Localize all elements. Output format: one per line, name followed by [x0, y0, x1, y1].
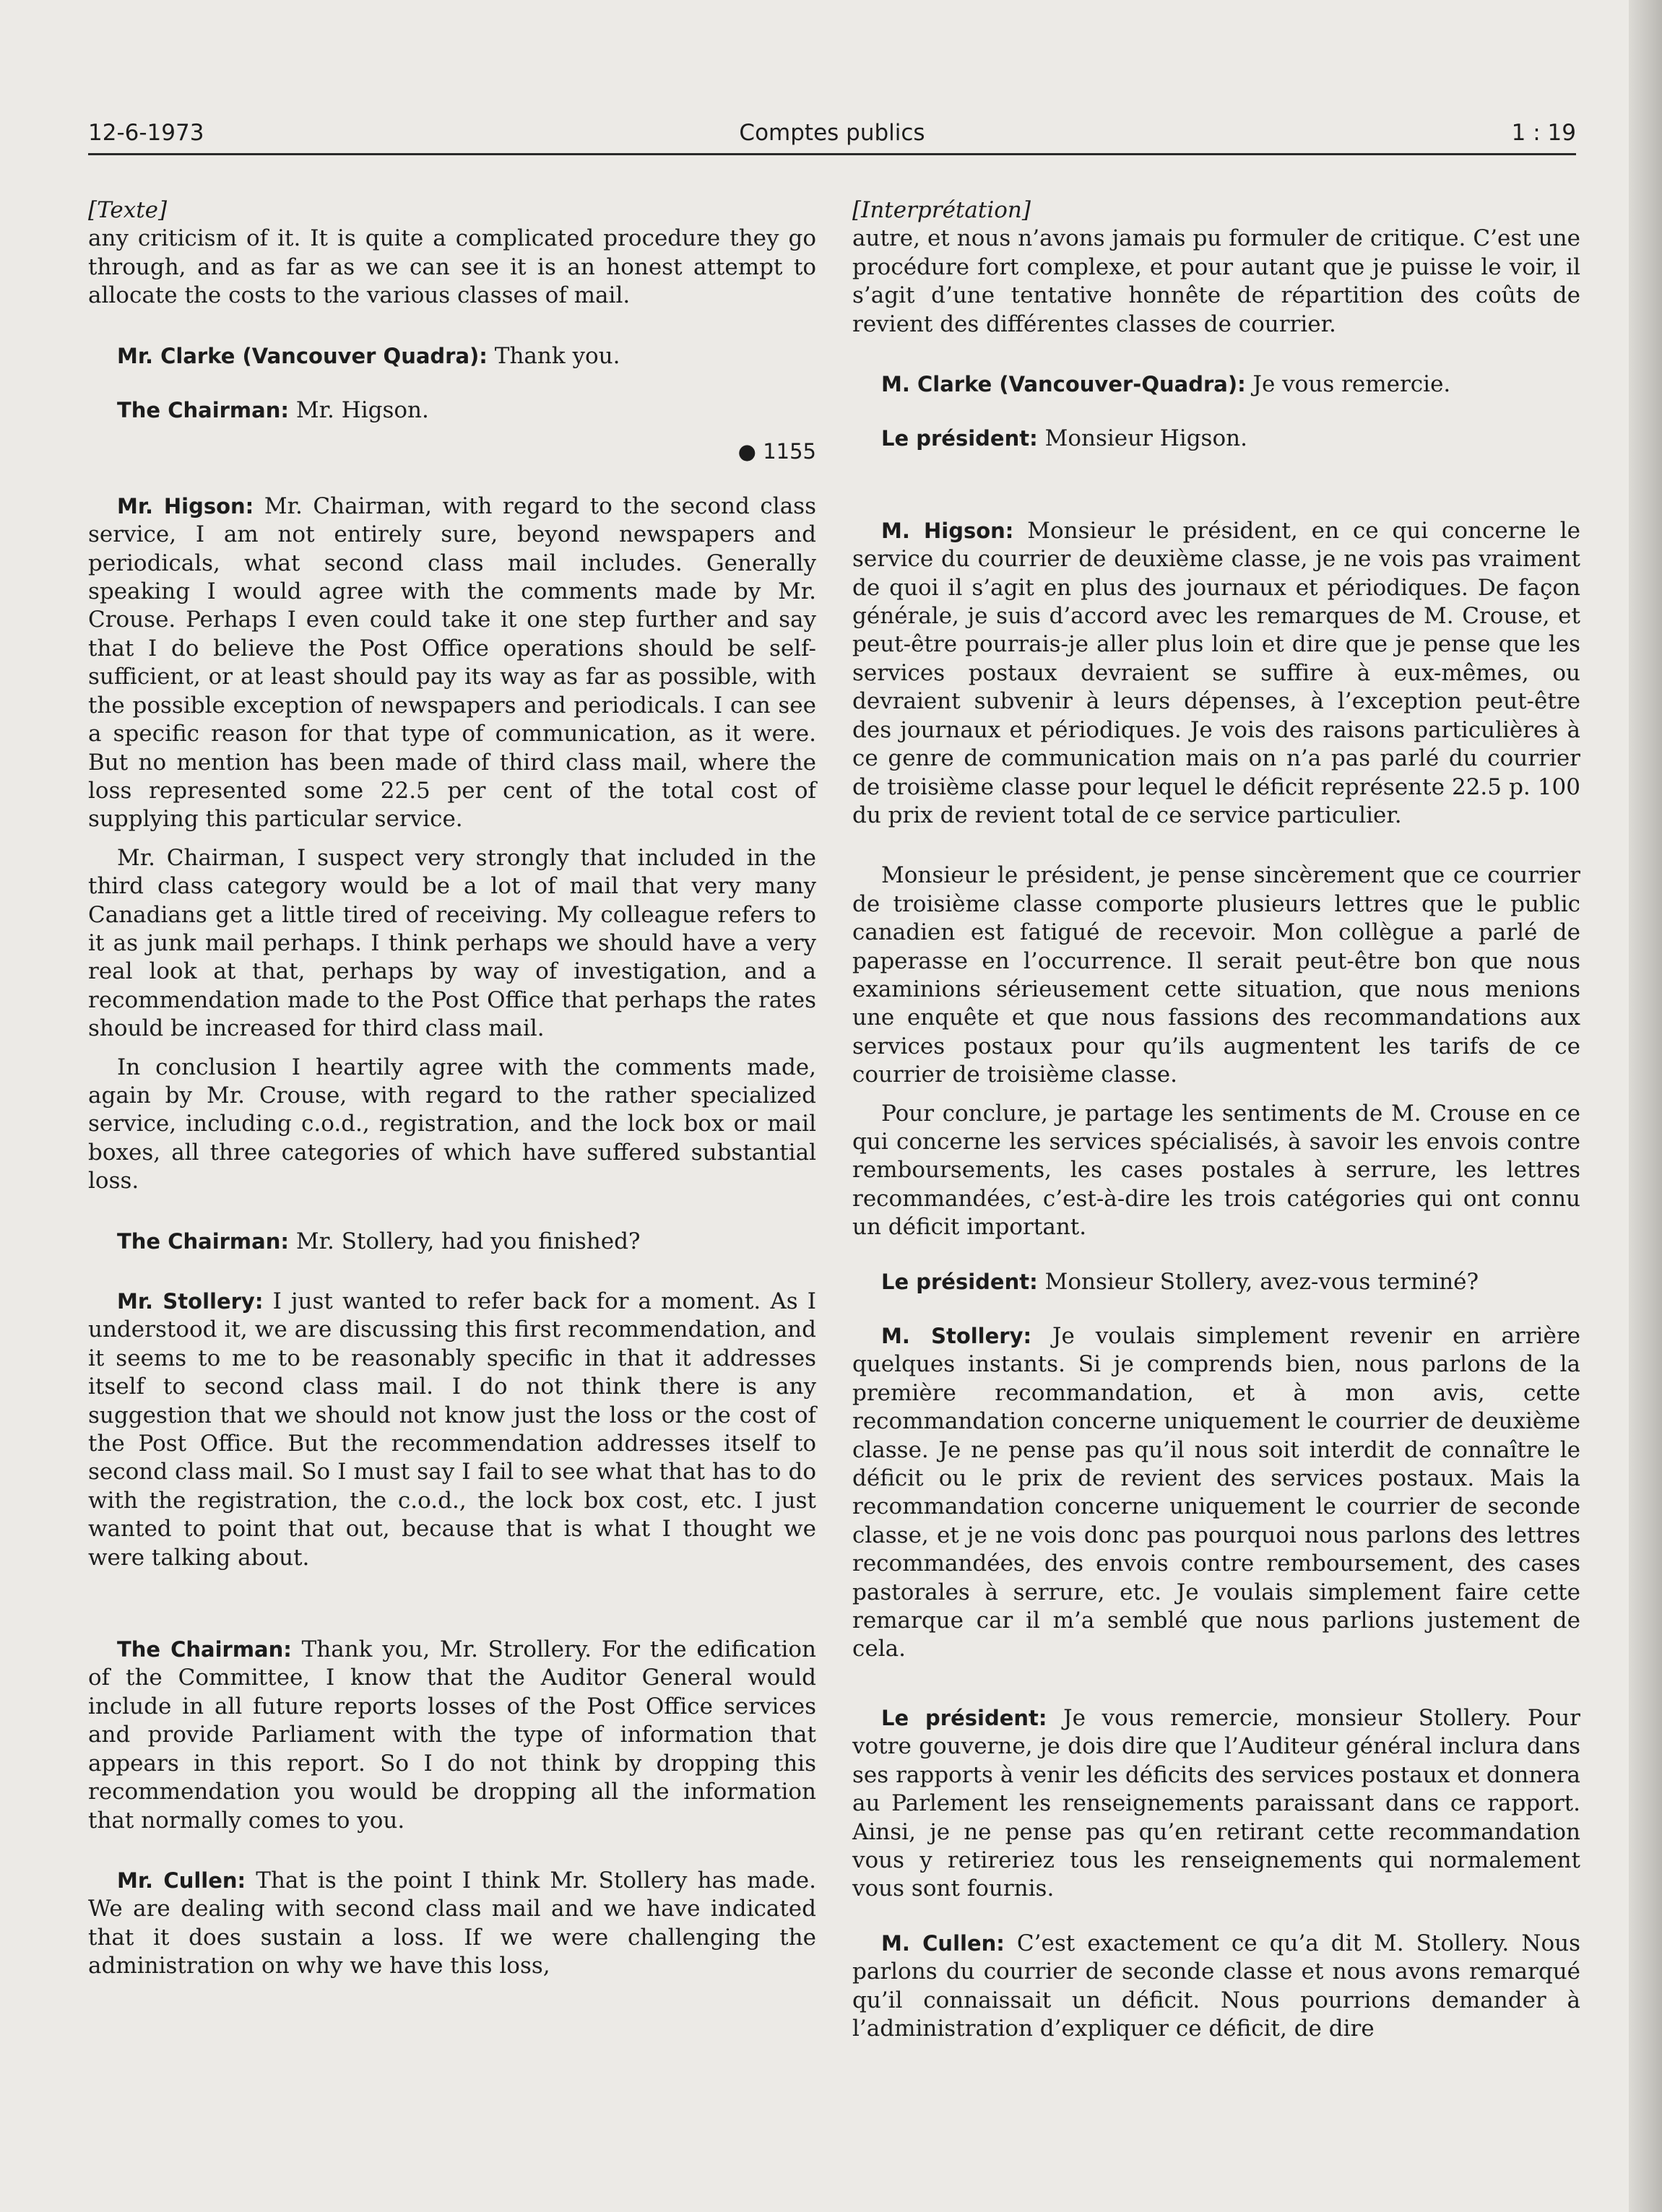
- speaker-name: M. Cullen:: [881, 1930, 1005, 1956]
- speech-text: Monsieur Higson.: [1044, 425, 1247, 452]
- speech-text: I just wanted to refer back for a moment. As I understood it, we are discussing this first recommendation, and it seems to me to be reasonably specific in that it addresses itself to second class mail. I do not think there is any suggestion that we should not know just the loss or the cost of the Post Office. But the recommendation addresses itself to second class mail. So I must say I fail to see what that has to do with the registration, the c.o.d., the lock box cost, etc. I just wanted to point that out, because that is what I thought we were talking about.: [88, 1288, 817, 1571]
- page-edge: [1629, 0, 1662, 2212]
- speech: [852, 425, 1580, 453]
- speaker-name: Mr. Stollery:: [117, 1289, 264, 1314]
- paragraph: any criticism of it. It is quite a complicated procedure they go through, and as far as we can see it is an honest attempt to allocate the costs to the various classes of mail.: [88, 225, 816, 309]
- speaker-name: M. Clarke (Vancouver-Quadra):: [881, 372, 1246, 397]
- speech: [88, 493, 816, 834]
- speech-text: Monsieur Stollery, avez-vous terminé?: [1044, 1268, 1479, 1295]
- speaker-name: The Chairman:: [117, 1228, 289, 1254]
- speaker-name: M. Higson:: [881, 518, 1014, 543]
- speaker-name: The Chairman:: [117, 1637, 292, 1662]
- speaker-name: Mr. Higson:: [117, 493, 254, 519]
- speaker-name: Le président:: [881, 426, 1038, 451]
- speaker-name: Mr. Clarke (Vancouver Quadra):: [117, 343, 488, 368]
- speaker-name: Le président:: [881, 1269, 1038, 1294]
- speech-text: C’est exactement ce qu’a dit M. Stollery. Nous parlons du courrier de seconde classe et nous avons remarqué qu’il connaissait un déficit. Nous pourrions demander à l’administration d’expliquer ce déficit, de dire: [852, 1930, 1580, 2042]
- paragraph: Pour conclure, je partage les sentiments de M. Crouse en ce qui concerne les services spécialisés, à savoir les envois contre remboursements, les cases postales à serrure, les lettres recommandées, c’est-à-dire les trois catégories qui ont connu un déficit important.: [852, 1100, 1580, 1241]
- header-date: 12-6-1973: [88, 120, 204, 146]
- speech: [852, 517, 1580, 830]
- speaker-name: Mr. Cullen:: [117, 1868, 246, 1893]
- paragraph: Mr. Chairman, I suspect very strongly that included in the third class category would be a lot of mail that very many Canadians get a little tired of receiving. My colleague refers to it as junk mail perhaps. I think perhaps we should have a very real look at that, perhaps by way of investigation, and a recommendation made to the Post Office that perhaps the rates should be increased for third class mail.: [88, 844, 816, 1042]
- paragraph: In conclusion I heartily agree with the comments made, again by Mr. Crouse, with regard to the rather specialized service, including c.o.d., registration, and the lock box or mail boxes, all three categories of which have suffered substantial loss.: [88, 1054, 816, 1194]
- speech: [88, 1228, 816, 1256]
- speech: [852, 1268, 1580, 1296]
- speech-text: Thank you, Mr. Strollery. For the edification of the Committee, I know that the Auditor General would include in all future reports losses of the Post Office services and provide Parliament with the type of information that appears in this report. So I do not think by dropping this recommendation you would be dropping all the information that normally comes to you.: [88, 1636, 816, 1834]
- speech: [88, 1867, 816, 1981]
- speech-text: Je vous remercie.: [1252, 371, 1451, 398]
- speech: [852, 370, 1580, 399]
- speech: [852, 1322, 1580, 1664]
- english-column: [88, 196, 816, 1981]
- speech: [852, 1930, 1580, 2044]
- speech-text: Thank you.: [494, 342, 620, 369]
- interpretation-tag: [Interprétation]: [852, 197, 1031, 223]
- paragraph: autre, et nous n’avons jamais pu formuler de critique. C’est une procédure fort complexe, et pour autant que je puisse le voir, il s’agit d’une tentative honnête de répartition des coûts de revient des différentes classes de courrier.: [852, 225, 1580, 337]
- speech: [88, 342, 816, 370]
- speech-text: Monsieur le président, en ce qui concerne le service du courrier de deuxième classe, je ne vois pas vraiment de quoi il s’agit en plus des journaux et périodiques. De façon générale, je suis d’accord avec les remarques de M. Crouse, et peut-être pourrais-je aller plus loin et dire que je pense que les services postaux devraient se suffire à eux-mêmes, ou devraient subvenir à leurs dépenses, à l’exception peut-être des journaux et périodiques. Je vois des raisons particulières à ce genre de communication mais on n’a pas parlé du courrier de troisième classe pour lequel le déficit représente 22.5 p. 100 du prix de revient total de ce service particulier.: [852, 517, 1581, 828]
- speech-text: Je voulais simplement revenir en arrière quelques instants. Si je comprends bien, nous parlons de la première recommandation, et à mon avis, cette recommandation concerne uniquement le courrier de deuxième classe. Je ne pense pas qu’il nous soit interdit de connaître le déficit ou le prix de revient des services postaux. Mais la recommandation concerne uniquement le courrier de seconde classe, et je ne vois donc pas pourquoi nous parlons des lettres recommandées, des envois contre remboursement, des cases pastorales à serrure, etc. Je voulais simplement faire cette remarque car il m’a semblé que nous parlions justement de cela.: [852, 1323, 1580, 1662]
- speaker-name: M. Stollery:: [881, 1324, 1032, 1348]
- speaker-name: The Chairman:: [117, 398, 289, 423]
- paragraph: Monsieur le président, je pense sincèrement que ce courrier de troisième classe comporte plusieurs lettres que le public canadien est fatigué de recevoir. Mon collègue a parlé de paperasse en l’occurrence. Il serait peut-être bon que nous examinions sérieusement cette situation, que nous menions une enquête et que nous fassions des recommandations aux services postaux pour qu’ils augmentent les tarifs de ce courrier de troisième classe.: [852, 862, 1580, 1088]
- speech: [852, 1704, 1580, 1904]
- time-marker: ● 1155: [737, 439, 816, 464]
- speech-text: That is the point I think Mr. Stollery has made. We are dealing with second class mail and we have indicated that it does sustain a loss. If we were challenging the administration on why we have this loss,: [88, 1867, 816, 1979]
- french-column: [852, 196, 1580, 2043]
- speech-text: Je vous remercie, monsieur Stollery. Pour votre gouverne, je dois dire que l’Auditeur général inclura dans ses rapports à venir les déficits des services postaux et donnera au Parlement les renseignements paraissant dans ce rapport. Ainsi, je ne pense pas qu’en retirant cette recommandation vous y retireriez tous les renseignements qui normalement vous sont fournis.: [852, 1704, 1580, 1902]
- speech: [88, 396, 816, 425]
- speech-text: Mr. Higson.: [295, 397, 429, 424]
- text-tag: [Texte]: [88, 197, 168, 223]
- speech: [88, 1288, 816, 1572]
- header-title: Comptes publics: [739, 120, 925, 146]
- speech-text: Mr. Stollery, had you finished?: [295, 1228, 641, 1254]
- running-header: [88, 108, 1576, 155]
- speech: [88, 1636, 816, 1835]
- header-page-number: 1 : 19: [1511, 120, 1576, 146]
- speaker-name: Le président:: [881, 1705, 1047, 1730]
- speech-text: Mr. Chairman, with regard to the second class service, I am not entirely sure, beyond newspapers and periodicals, what second class mail includes. Generally speaking I would agree with the comments made by Mr. Crouse. Perhaps I even could take it one step further and say that I do believe the Post Office operations should be self-sufficient, or at least should pay its way as far as possible, with the possible exception of newspapers and periodicals. I can see a specific reason for that type of communication, as it were. But no mention has been made of third class mail, where the loss represented some 22.5 per cent of the total cost of supplying this particular service.: [88, 493, 816, 833]
